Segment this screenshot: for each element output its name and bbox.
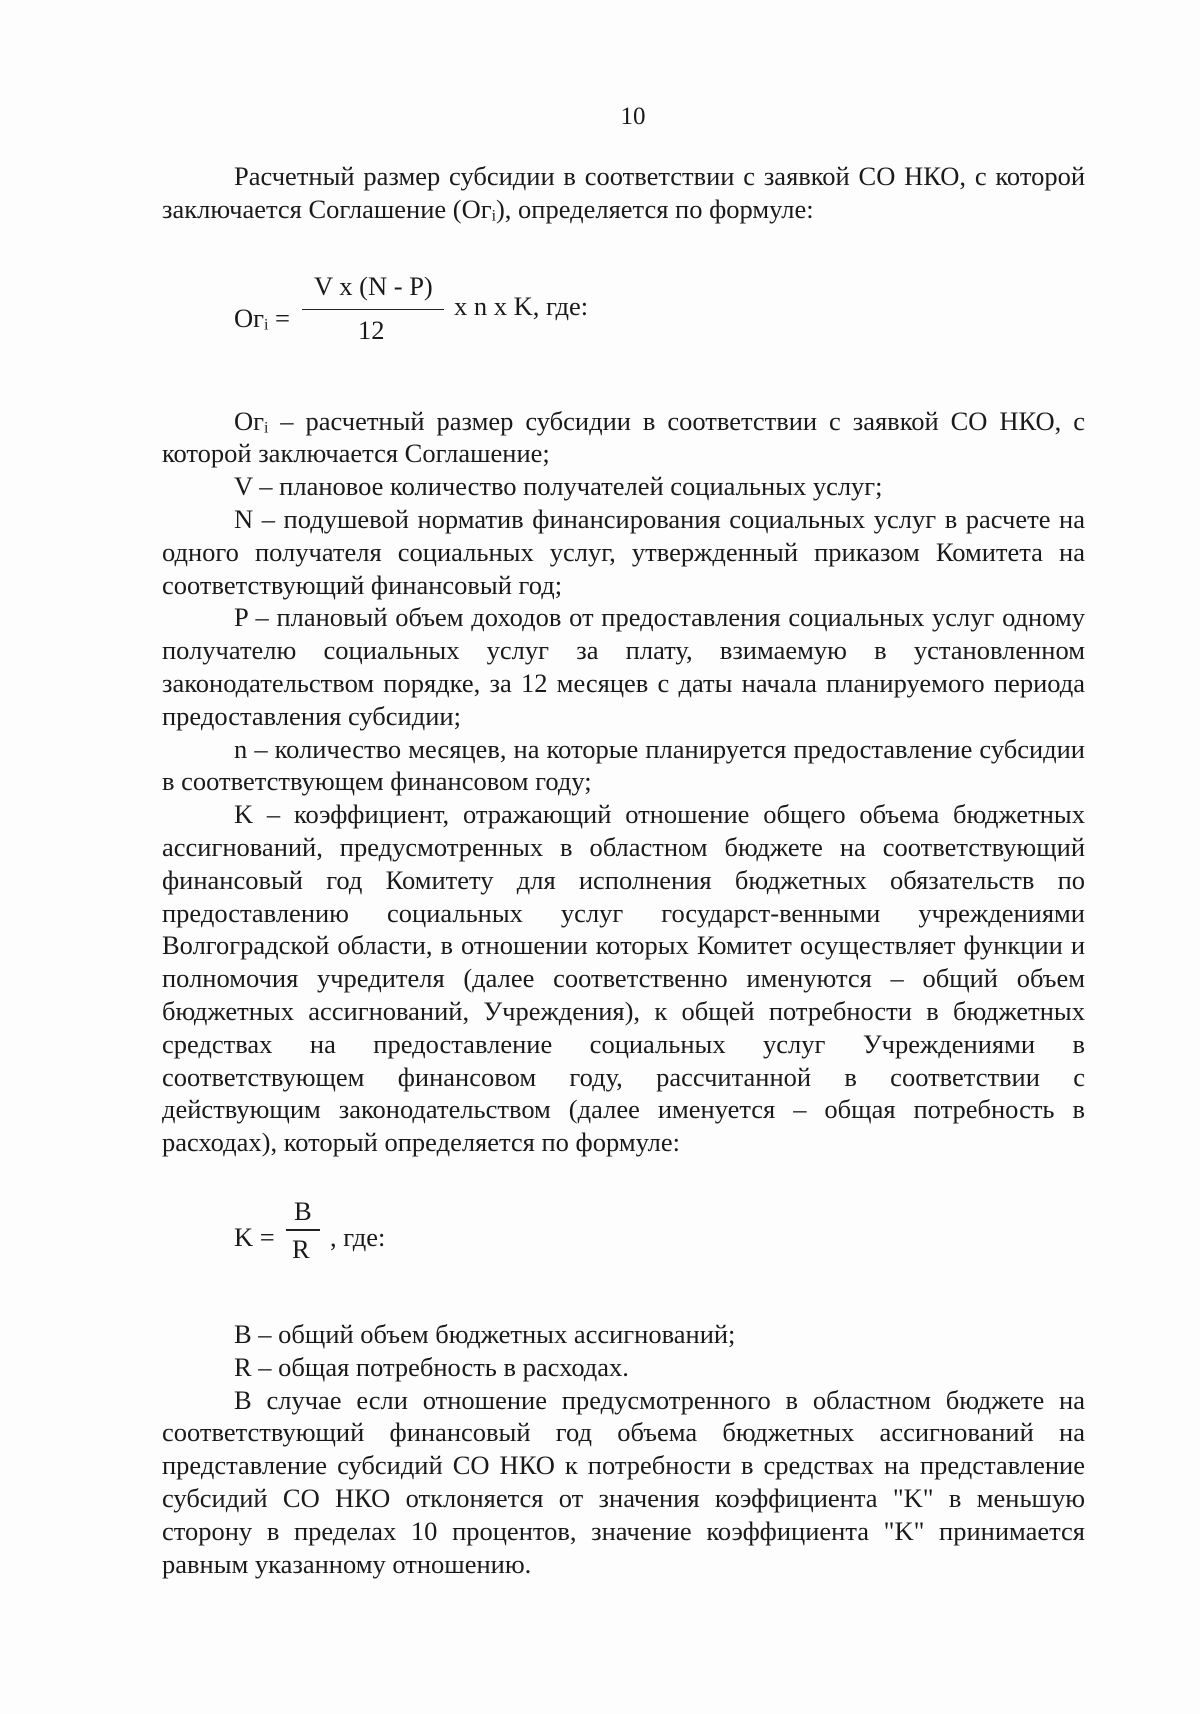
intro-paragraph: Расчетный размер субсидии в соответствии с заявкой СО НКО, с которой заключается Соглашение (Огᵢ), определяется по формуле: bbox=[162, 161, 1085, 224]
definition-b: B – общий объем бюджетных ассигнований; bbox=[234, 1318, 736, 1349]
formula-or bbox=[162, 270, 1085, 365]
definition-n-months: n – количество месяцев, на которые планируется предоставление субсидии в соответствующем финансовом году; bbox=[162, 733, 1085, 797]
formula-k bbox=[162, 1195, 1085, 1280]
definition-n: N – подушевой норматив финансирования социальных услуг в расчете на одного получателя социальных услуг, утвержденный приказом Комитета на соответствующий финансовый год; bbox=[162, 503, 1085, 600]
document-body bbox=[162, 160, 1085, 1580]
formula-k-numerator: B bbox=[294, 1195, 312, 1226]
definition-or: Огᵢ – расчетный размер субсидии в соответствии с заявкой СО НКО, с которой заключается Соглашение; bbox=[162, 405, 1085, 469]
formula-k-fraction-bar bbox=[286, 1229, 320, 1231]
page-number: 10 bbox=[620, 103, 646, 130]
formula-or-tail: x n x K, где: bbox=[454, 290, 589, 321]
formula-or-numerator: V x (N - P) bbox=[314, 270, 433, 301]
formula-k-denominator: R bbox=[292, 1233, 310, 1264]
definition-v: V – плановое количество получателей социальных услуг; bbox=[234, 471, 883, 502]
formula-or-denominator: 12 bbox=[358, 314, 385, 345]
definition-p: P – плановый объем доходов от предоставления социальных услуг одному получателю социальных услуг за плату, взимаемую в установленном законодательством порядке, за 12 месяцев с даты начала планируемого периода предоставления субсидии; bbox=[162, 602, 1085, 731]
definition-r: R – общая потребность в расходах. bbox=[234, 1351, 629, 1382]
closing-paragraph: В случае если отношение предусмотренного в областном бюджете на соответствующий финансовый год объема бюджетных ассигнований на представление субсидий СО НКО к потребности в средствах на представление субсидий СО НКО отклоняется от значения коэффициента "K" в меньшую сторону в пределах 10 процентов, значение коэффициента "K" принимается равным указанному отношению. bbox=[162, 1384, 1085, 1579]
formula-k-lhs: K = bbox=[234, 1221, 275, 1252]
formula-or-fraction-bar bbox=[302, 309, 444, 311]
formula-k-tail: , где: bbox=[330, 1221, 386, 1252]
definition-k: K – коэффициент, отражающий отношение общего объема бюджетных ассигнований, предусмотренных в областном бюджете на соответствующий финансовый год Комитету для исполнения бюджетных обязательств по предоставлению социальных услуг государст-венными учреждениями Волгоградской области, в отношении которых Комитет осуществляет функции и полномочия учредителя (далее соответственно именуются – общий объем бюджетных ассигнований, Учреждения), к общей потребности в бюджетных средствах на предоставление социальных услуг Учреждениями в соответствующем финансовом году, рассчитанной в соответствии с действующим законодательством (далее именуется – общая потребность в расходах), который определяется по формуле: bbox=[162, 799, 1085, 1158]
formula-or-lhs: Огᵢ = bbox=[234, 302, 290, 333]
